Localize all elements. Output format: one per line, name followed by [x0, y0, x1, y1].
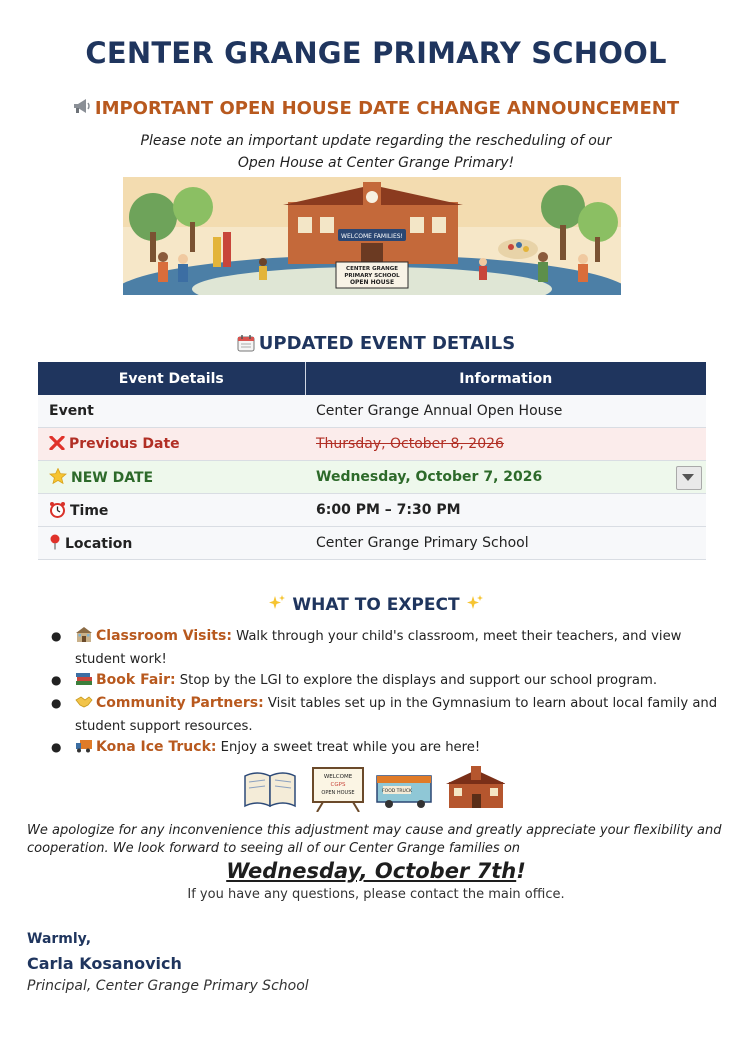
expect-item-1-text: Walk through your child's classroom, meet their teachers, and view student work!: [75, 629, 682, 667]
chevron-down-icon: [682, 474, 694, 481]
event-details-title: [0, 333, 752, 357]
list-item: [48, 737, 728, 760]
big-date-line: [0, 859, 752, 883]
row-label-previous-date-cell: [38, 428, 305, 461]
bullet: ●: [51, 740, 62, 754]
open-book-illustration: [245, 773, 295, 806]
row-label-new-date: NEW DATE: [71, 470, 154, 486]
row-label-event: Event: [38, 395, 305, 428]
calendar-icon: [237, 334, 255, 357]
row-label-previous-date: Previous Date: [69, 436, 180, 452]
row-label-time: Time: [70, 503, 109, 519]
expect-item-2-text: Stop by the LGI to explore the displays and support our school program.: [175, 673, 658, 688]
truck-icon: [75, 738, 93, 760]
table-row-location: [38, 527, 706, 560]
books-icon: [75, 671, 93, 693]
food-truck-illustration: [377, 776, 431, 808]
truck-sign-text: FOOD TRUCK: [382, 789, 412, 794]
big-date-text: Wednesday, October 7th: [226, 859, 517, 883]
school-building-illustration: [446, 766, 505, 808]
intro-line-2: Open House at Center Grange Primary!: [237, 155, 515, 171]
expect-item-3-head: Community Partners:: [96, 695, 264, 711]
bullet: ●: [51, 696, 62, 710]
signer-role: Principal, Center Grange Primary School: [27, 978, 309, 994]
pin-icon: [49, 534, 61, 552]
table-row-new-date: [38, 461, 706, 494]
alarm-clock-icon: [49, 501, 66, 519]
row-value-location: Center Grange Primary School: [305, 527, 706, 560]
table-row-previous-date: [38, 428, 706, 461]
banner-sign-line-1: CENTER GRANGE: [346, 266, 398, 272]
sparkles-icon: [268, 594, 286, 617]
list-item: [48, 693, 728, 737]
bullet: ●: [51, 673, 62, 687]
expect-item-3-text: Visit tables set up in the Gymnasium to learn about local family and student support resources.: [75, 696, 718, 734]
expect-item-4-text: Enjoy a sweet treat while you are here!: [216, 740, 481, 755]
bullet: ●: [51, 629, 62, 643]
intro-text: [100, 130, 652, 174]
row-value-new-date-cell: [305, 461, 706, 494]
banner-sign-line-2: PRIMARY SCHOOL: [344, 273, 400, 279]
table-header-row: [38, 362, 706, 395]
what-to-expect-title: [0, 594, 752, 617]
table-row-event: [38, 395, 706, 428]
column-header-information: Information: [305, 362, 706, 395]
expect-item-1-head: Classroom Visits:: [96, 628, 232, 644]
row-label-new-date-cell: [38, 461, 305, 494]
row-value-time: 6:00 PM – 7:30 PM: [305, 494, 706, 527]
megaphone-icon: [73, 98, 91, 118]
what-to-expect-list: [48, 626, 728, 760]
welcome-easel-illustration: [313, 768, 363, 812]
school-icon: [75, 627, 93, 649]
expect-item-4-head: Kona Ice Truck:: [96, 739, 217, 755]
school-title: CENTER GRANGE PRIMARY SCHOOL: [85, 36, 667, 70]
big-date-exclamation: !: [516, 859, 526, 883]
event-details-table: [38, 362, 706, 560]
table-row-time: [38, 494, 706, 527]
expect-item-2-head: Book Fair:: [96, 672, 176, 688]
cross-mark-icon: [49, 436, 65, 452]
row-label-location-cell: [38, 527, 305, 560]
banner-sign-line-3: OPEN HOUSE: [349, 279, 395, 286]
row-value-previous-date: Thursday, October 8, 2026: [305, 428, 706, 461]
easel-text-line-1: WELCOME: [323, 774, 353, 780]
sparkles-icon: [466, 594, 484, 617]
row-value-event: Center Grange Annual Open House: [305, 395, 706, 428]
announcement-text: IMPORTANT OPEN HOUSE DATE CHANGE ANNOUNCEMENT: [94, 98, 680, 119]
new-date-dropdown-button[interactable]: [676, 466, 702, 490]
banner-welcome-sign: WELCOME FAMILIES!: [341, 233, 403, 240]
easel-text-line-2: CGPS: [330, 782, 346, 788]
column-header-event-details: Event Details: [38, 362, 305, 395]
signer-name: Carla Kosanovich: [27, 954, 182, 973]
what-to-expect-title-text: WHAT TO EXPECT: [292, 595, 460, 615]
row-value-new-date: Wednesday, October 7, 2026: [316, 469, 543, 485]
signoff-warmly: Warmly,: [27, 931, 92, 947]
easel-text-line-3: OPEN HOUSE: [321, 790, 355, 796]
handshake-icon: [75, 694, 93, 716]
announcement-heading: [0, 98, 752, 119]
intro-line-1: Please note an important update regarding the rescheduling of our: [140, 133, 612, 149]
row-label-location: Location: [65, 536, 133, 552]
star-icon: [49, 468, 67, 486]
apology-text: We apologize for any inconvenience this adjustment may cause and greatly appreciate your flexibility and cooperation. We look forward to seeing all of our Center Grange families on: [27, 823, 722, 856]
event-details-title-text: UPDATED EVENT DETAILS: [258, 333, 516, 354]
list-item: [48, 626, 728, 670]
event-illustrations-row: [243, 764, 505, 812]
row-label-time-cell: [38, 494, 305, 527]
list-item: [48, 670, 728, 693]
open-house-banner-image: [123, 177, 621, 295]
contact-text: If you have any questions, please contact the main office.: [187, 887, 565, 902]
